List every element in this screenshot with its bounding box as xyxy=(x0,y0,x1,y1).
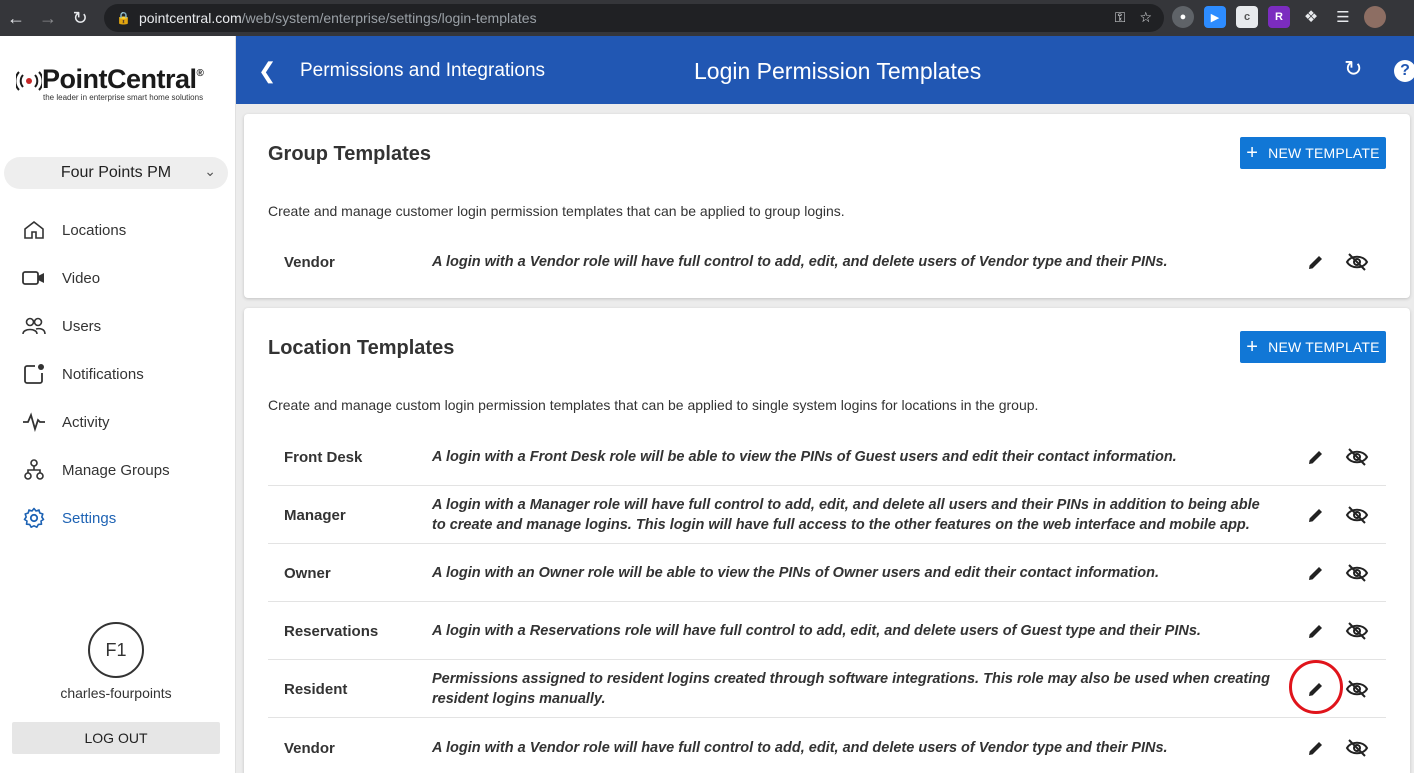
sidebar-item-manage-groups[interactable] xyxy=(0,446,236,494)
sidebar-item-video[interactable] xyxy=(0,254,236,302)
key-icon[interactable]: ⚿ xyxy=(1114,9,1126,25)
sidebar xyxy=(0,36,236,773)
template-description: Permissions assigned to resident logins created through software integrations. This role may also be used when creating resident logins manually. xyxy=(432,671,1270,707)
url-host: pointcentral.com xyxy=(138,10,242,26)
table-row xyxy=(268,660,1386,718)
eye-off-icon[interactable] xyxy=(1344,678,1370,700)
edit-pencil-icon[interactable] xyxy=(1305,620,1327,642)
template-name: Vendor xyxy=(284,254,335,271)
logo xyxy=(16,64,226,102)
template-description: A login with a Reservations role will have full control to add, edit, and delete users of Guest type and their PINs. xyxy=(432,623,1201,639)
url-path: /web/system/enterprise/settings/login-templates xyxy=(241,10,537,26)
sidebar-item-activity[interactable] xyxy=(0,398,236,446)
notification-icon xyxy=(22,362,46,386)
organization-select[interactable] xyxy=(4,157,228,189)
plus-icon: + xyxy=(1246,335,1259,358)
template-name: Reservations xyxy=(284,623,379,640)
puzzle-icon[interactable]: ❖ xyxy=(1303,9,1319,26)
table-row xyxy=(268,544,1386,602)
template-description: A login with a Vendor role will have full control to add, edit, and delete users of Vendor type and their PINs. xyxy=(432,254,1168,270)
logo-registered: ® xyxy=(196,68,204,79)
sidebar-item-label: Settings xyxy=(62,509,117,527)
plus-icon: + xyxy=(1246,141,1259,164)
new-location-template-button[interactable] xyxy=(1240,331,1386,363)
eye-off-icon[interactable] xyxy=(1344,504,1370,526)
refresh-icon[interactable]: ↻ xyxy=(1344,56,1363,81)
eye-off-icon[interactable] xyxy=(1344,562,1370,584)
sidebar-item-notifications[interactable] xyxy=(0,350,236,398)
location-templates-title: Location Templates xyxy=(268,337,455,359)
group-templates-description: Create and manage customer login permission templates that can be applied to group logins. xyxy=(268,203,845,219)
table-row xyxy=(268,718,1386,773)
sidebar-item-label: Notifications xyxy=(62,365,144,383)
home-icon xyxy=(22,218,46,242)
help-icon[interactable]: ? xyxy=(1394,60,1414,82)
forward-arrow-icon[interactable]: → xyxy=(39,7,57,28)
address-bar[interactable] xyxy=(104,4,1164,32)
chevron-down-icon: ⌄ xyxy=(204,163,216,179)
activity-pulse-icon xyxy=(22,410,46,434)
extension-r-icon[interactable]: R xyxy=(1268,6,1290,28)
gear-icon xyxy=(22,506,46,530)
group-templates-title: Group Templates xyxy=(268,143,431,165)
template-name: Vendor xyxy=(284,740,335,757)
sidebar-item-label: Video xyxy=(62,269,101,287)
table-row xyxy=(268,602,1386,660)
media-queue-icon[interactable]: ☰ xyxy=(1336,9,1350,26)
organization-name: Four Points PM xyxy=(60,164,172,181)
new-group-template-button[interactable] xyxy=(1240,137,1386,169)
logo-tagline: the leader in enterprise smart home solutions xyxy=(43,93,204,102)
template-description: A login with a Front Desk role will be able to view the PINs of Guest users and edit their contact information. xyxy=(432,449,1177,465)
breadcrumb[interactable]: Permissions and Integrations xyxy=(300,60,546,81)
template-name: Front Desk xyxy=(284,449,363,466)
signal-logo-icon xyxy=(16,68,42,92)
sidebar-item-label: Manage Groups xyxy=(62,461,170,479)
table-row xyxy=(268,486,1386,544)
table-row xyxy=(268,238,1386,286)
template-name: Manager xyxy=(284,507,346,524)
avatar[interactable]: F1 xyxy=(88,622,144,678)
template-description: A login with a Vendor role will have full control to add, edit, and delete users of Vendor type and their PINs. xyxy=(432,740,1168,756)
eye-off-icon[interactable] xyxy=(1344,620,1370,642)
highlight-circle xyxy=(1289,660,1343,714)
eye-off-icon[interactable] xyxy=(1344,251,1370,273)
new-template-label: NEW TEMPLATE xyxy=(1268,339,1380,355)
sidebar-item-label: Users xyxy=(62,317,102,335)
template-description: A login with a Manager role will have full control to add, edit, and delete all users and their PINs in addition to being able to create and manage logins. This login will have full access to the other features on the web interface and mobile app. xyxy=(432,497,1260,533)
edit-pencil-icon[interactable] xyxy=(1305,251,1327,273)
logo-text: PointCentral xyxy=(42,64,197,94)
group-templates-card xyxy=(244,114,1410,298)
location-templates-card xyxy=(244,308,1410,773)
template-description: A login with an Owner role will be able to view the PINs of Owner users and edit their contact information. xyxy=(432,565,1159,581)
template-name: Owner xyxy=(284,565,331,582)
new-template-label: NEW TEMPLATE xyxy=(1268,145,1380,161)
sidebar-item-settings[interactable] xyxy=(0,494,236,542)
lock-icon: 🔒 xyxy=(116,11,131,25)
star-icon[interactable]: ☆ xyxy=(1139,9,1152,25)
page-header xyxy=(236,36,1414,104)
sidebar-item-label: Activity xyxy=(62,413,110,431)
username: charles-fourpoints xyxy=(60,685,172,701)
reload-icon[interactable]: ↻ xyxy=(72,7,88,28)
edit-pencil-icon[interactable] xyxy=(1305,562,1327,584)
page-title: Login Permission Templates xyxy=(694,58,982,84)
extension-c-icon[interactable]: c xyxy=(1236,6,1258,28)
location-templates-description: Create and manage custom login permission templates that can be applied to single system logins for locations in the group. xyxy=(268,397,1039,413)
back-arrow-icon[interactable]: ← xyxy=(7,7,25,28)
eye-off-icon[interactable] xyxy=(1344,737,1370,759)
browser-toolbar xyxy=(0,0,1414,36)
users-icon xyxy=(22,314,46,338)
logout-button[interactable]: LOG OUT xyxy=(12,722,220,754)
edit-pencil-icon[interactable] xyxy=(1305,446,1327,468)
profile-avatar-icon[interactable] xyxy=(1364,6,1386,28)
video-camera-icon xyxy=(22,266,46,290)
template-name: Resident xyxy=(284,681,348,698)
zoom-extension-icon[interactable]: ▶ xyxy=(1204,6,1226,28)
edit-pencil-icon[interactable] xyxy=(1305,737,1327,759)
sidebar-nav xyxy=(0,206,236,542)
sidebar-item-label: Locations xyxy=(62,221,127,239)
sidebar-item-users[interactable] xyxy=(0,302,236,350)
hierarchy-icon xyxy=(22,458,46,482)
edit-pencil-icon[interactable] xyxy=(1305,504,1327,526)
back-chevron-icon[interactable]: ❮ xyxy=(258,58,277,83)
sidebar-item-locations[interactable] xyxy=(0,206,236,254)
eye-off-icon[interactable] xyxy=(1344,446,1370,468)
table-row xyxy=(268,428,1386,486)
extension-record-icon[interactable]: ● xyxy=(1172,6,1194,28)
